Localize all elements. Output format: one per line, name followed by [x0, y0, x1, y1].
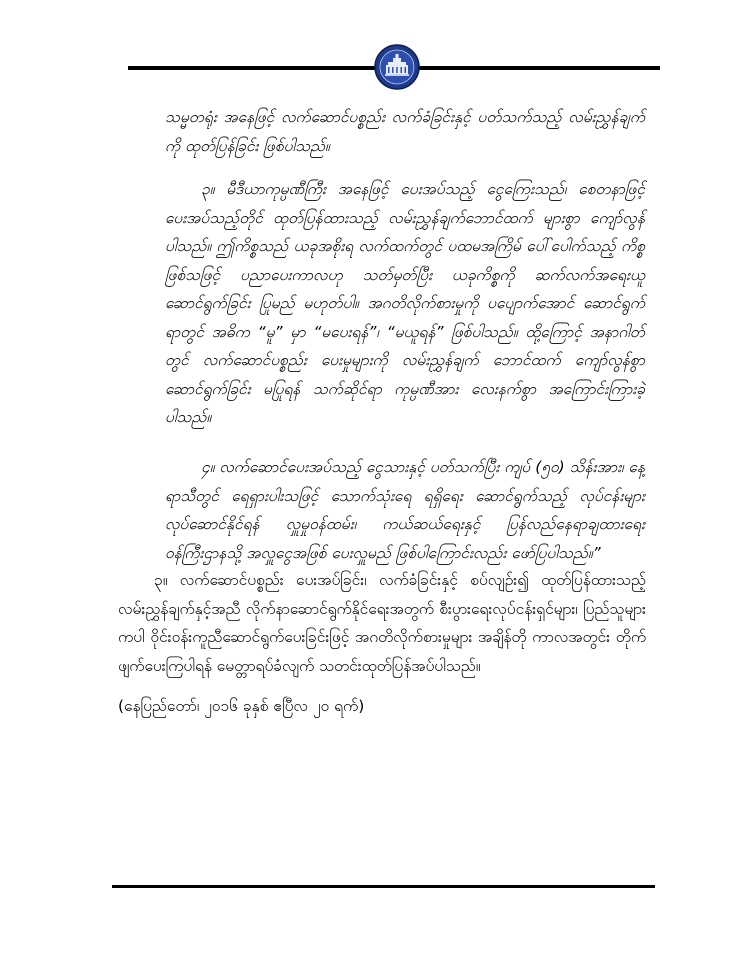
presidential-emblem-icon	[374, 44, 420, 90]
quote-paragraph-4: ၄။ လက်ဆောင်ပေးအပ်သည့် ငွေသားနှင့် ပတ်သက်ပြီး ကျပ် (၅၀) သိန်းအား၊ နေ့ရာသီတွင် ရေရှားပါးသဖြင့် သောက်သုံးရေ ရရှိရေး ဆောင်ရွက်သည့် လုပ်ငန်းများ လုပ်ဆောင်နိုင်ရန် လှူမှုဝန်ထမ်း၊ ကယ်ဆယ်ရေးနှင့် ပြန်လည်နေရာချထားရေး ဝန်ကြီးဌာနသို့ အလှူငွေအဖြစ် ပေးလှူမည် ဖြစ်ပါကြောင်းလည်း ဖော်ပြပါသည်။”	[165, 458, 645, 562]
body-paragraph-3: ၃။ လက်ဆောင်ပစ္စည်း ပေးအပ်ခြင်း၊ လက်ခံခြင်းနှင့် စပ်လျဉ်း၍ ထုတ်ပြန်ထားသည့် လမ်းညွှန်ချက်နှင့်အညီ လိုက်နာဆောင်ရွက်နိုင်ရေးအတွက် စီးပွားရေးလုပ်ငန်းရှင်များ၊ ပြည်သူများကပါ ဝိုင်းဝန်းကူညီဆောင်ရွက်ပေးခြင်းဖြင့် အဂတိလိုက်စားမှုများ အချိန်တို ကာလအတွင်း တိုက်ဖျက်ပေးကြပါရန် မေတ္တာရပ်ခံလျက် သတင်းထုတ်ပြန်အပ်ပါသည်။	[118, 571, 646, 675]
quote-paragraph-3: ၃။ မီဒီယာကုမ္ပဏီကြီး အနေဖြင့် ပေးအပ်သည့် ငွေကြေးသည်၊ စေတနာဖြင့် ပေးအပ်သည့်တိုင် ထုတ်ပြန်ထားသည့် လမ်းညွှန်ချက်ဘောင်ထက် များစွာ ကျော်လွန် ပါသည်။ ဤကိစ္စသည် ယခုအစိုးရ လက်ထက်တွင် ပထမအကြိမ် ပေါ်ပေါက်သည့် ကိစ္စဖြစ်သဖြင့် ပညာပေးကာလဟု သတ်မှတ်ပြီး ယခုကိစ္စကို ဆက်လက်အရေးယူဆောင်ရွက်ခြင်း ပြုမည် မဟုတ်ပါ။ အဂတိလိုက်စားမှုကို ပပျောက်အောင် ဆောင်ရွက်ရာတွင် အဓိက “မူ” မှာ “မပေးရန်”၊ “မယူရန်” ဖြစ်ပါသည်။ ထို့ကြောင့် အနာဂါတ်တွင် လက်ဆောင်ပစ္စည်း ပေးမှုများကို လမ်းညွှန်ချက် ဘောင်ထက် ကျော်လွန်စွာ ဆောင်ရွက်ခြင်း မပြုရန် သက်ဆိုင်ရာ ကုမ္ပဏီအား လေးနက်စွာ အကြောင်းကြားခဲ့ပါသည်။	[165, 180, 645, 426]
quote-paragraph-intro-tail: သမ္မတရုံး အနေဖြင့် လက်ဆောင်ပစ္စည်း လက်ခံခြင်းနှင့် ပတ်သက်သည့် လမ်းညွှန်ချက်ကို ထုတ်ပြန်ခြင်း ဖြစ်ပါသည်။	[165, 108, 645, 155]
dateline: (နေပြည်တော်၊ ၂၀၁၆ ခုနှစ် ဧပြီလ ၂၀ ရက်)	[118, 697, 365, 715]
footer-rule	[112, 885, 655, 888]
